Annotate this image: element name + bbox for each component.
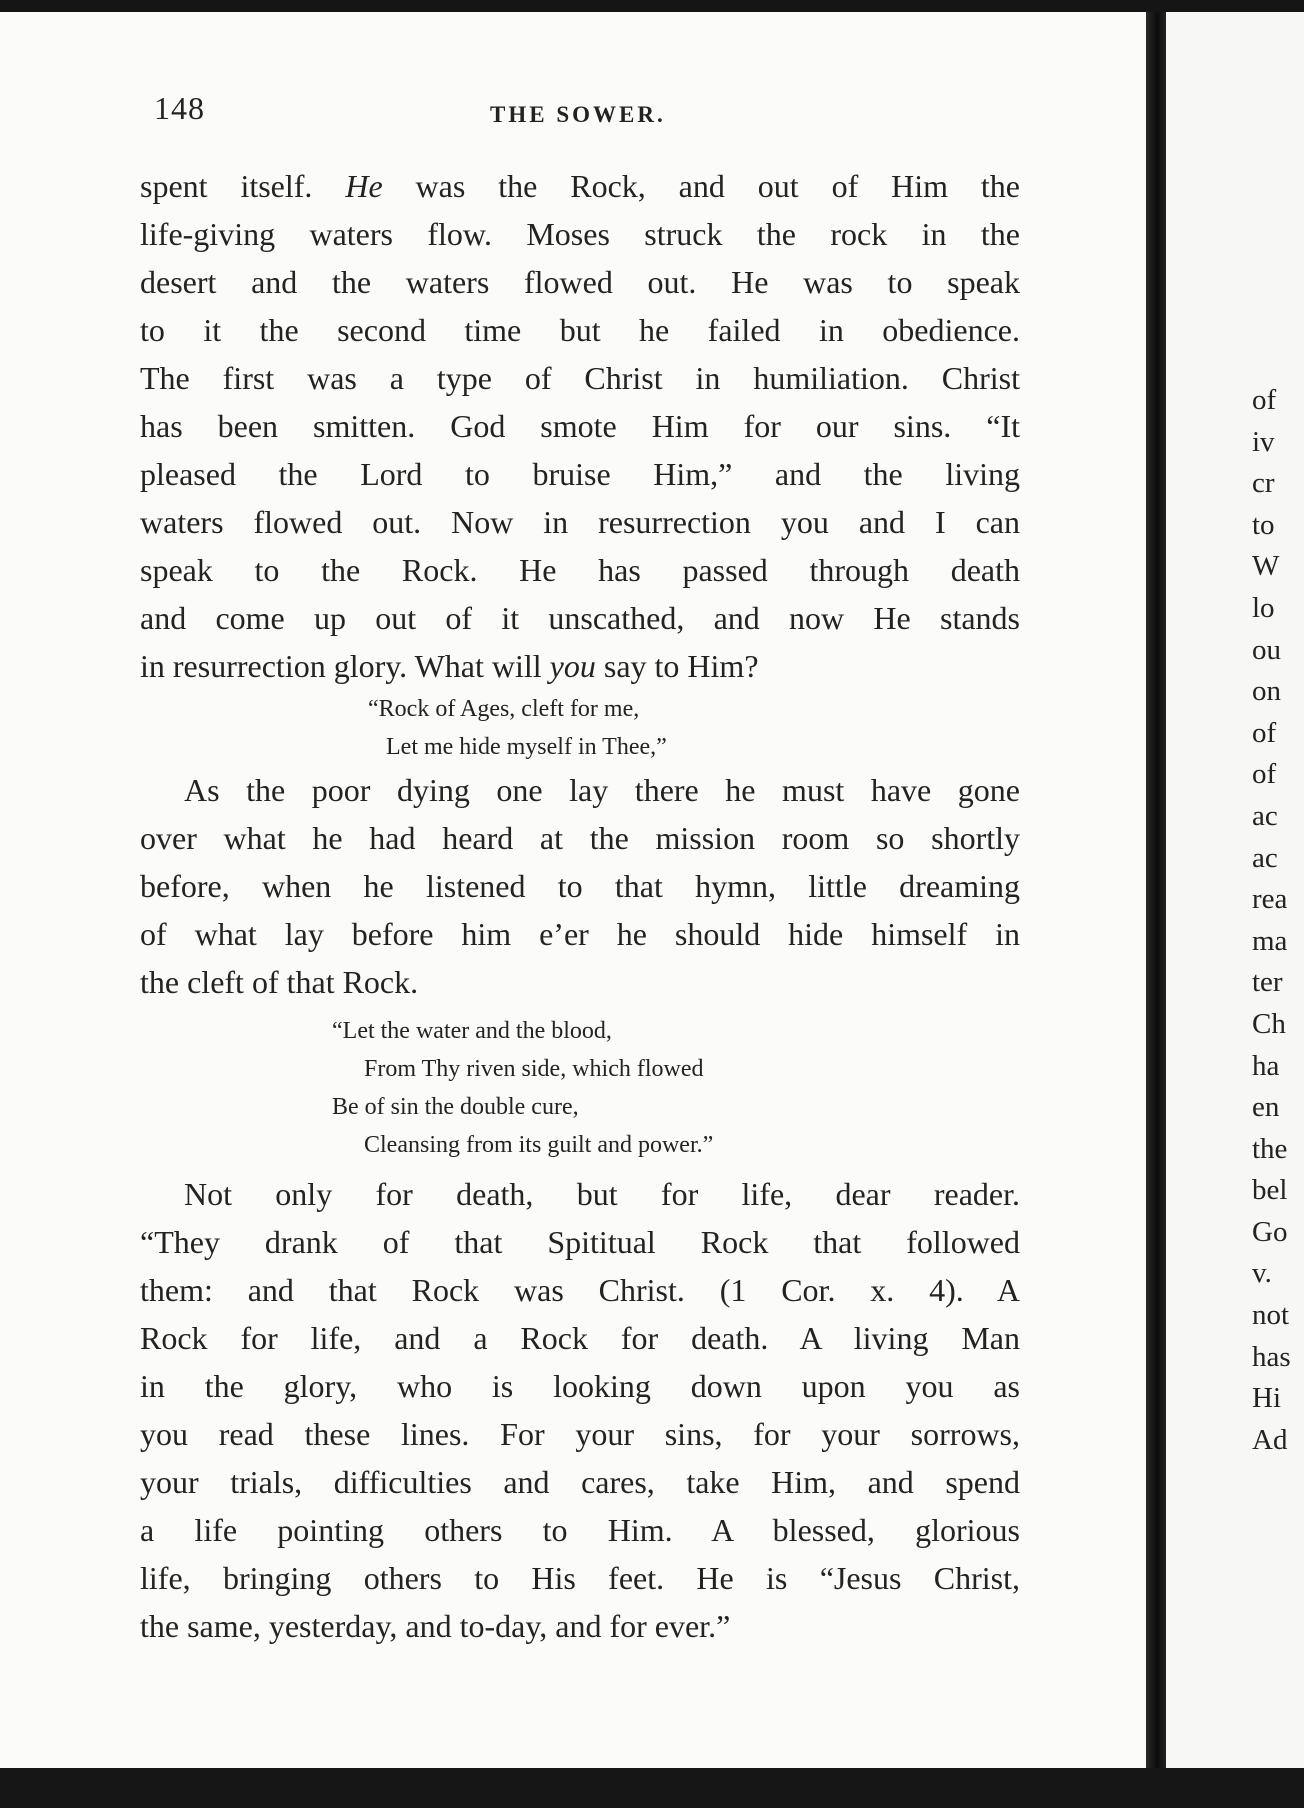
fragment-line: iv	[1252, 425, 1275, 458]
fragment-line: ou	[1252, 633, 1281, 666]
verse-line: From Thy riven side, which flowed	[364, 1056, 704, 1082]
fragment-line: ac	[1252, 799, 1278, 832]
text-line: life-giving waters flow. Moses struck the rock in the	[140, 216, 1020, 252]
hymn-quote-2	[140, 1012, 1020, 1164]
fragment-line: on	[1252, 675, 1281, 708]
fragment-line: bel	[1252, 1174, 1288, 1207]
fragment-line: en	[1252, 1091, 1280, 1124]
scan-bottom-border	[0, 1768, 1304, 1808]
text-line: has been smitten. God smote Him for our sins. “It	[140, 408, 1020, 444]
text-line: pleased the Lord to bruise Him,” and the living	[140, 456, 1020, 492]
fragment-line: has	[1252, 1340, 1291, 1373]
text-line: your trials, difficulties and cares, take Him, and spend	[140, 1464, 1020, 1500]
fragment-line: Hi	[1252, 1382, 1281, 1415]
fragment-line: cr	[1252, 467, 1275, 500]
fragment-line: not	[1252, 1299, 1290, 1332]
text-line: of what lay before him e’er he should hide himself in	[140, 916, 1020, 952]
verse-line: “Let the water and the blood,	[332, 1018, 612, 1044]
text-line: speak to the Rock. He has passed through death	[140, 552, 1020, 588]
hymn-quote-1	[140, 690, 1020, 766]
fragment-line: of	[1252, 384, 1277, 416]
verse-line: Cleansing from its guilt and power.”	[364, 1132, 714, 1158]
fragment-line: rea	[1252, 883, 1288, 916]
left-page	[0, 12, 1146, 1772]
text-line: desert and the waters flowed out. He was to speak	[140, 264, 1020, 300]
fragment-line: to	[1252, 508, 1275, 541]
running-title: THE SOWER.	[490, 102, 666, 127]
text-line: The first was a type of Christ in humiliation. Christ	[140, 360, 1020, 396]
text-line: in the glory, who is looking down upon you as	[140, 1368, 1020, 1404]
fragment-line: v.	[1252, 1257, 1272, 1290]
verse-line: “Rock of Ages, cleft for me,	[368, 696, 640, 722]
text-line: you read these lines. For your sins, for your sorrows,	[140, 1416, 1020, 1452]
text-line: “They drank of that Spititual Rock that followed	[140, 1224, 1020, 1260]
fragment-line: Ad	[1252, 1423, 1288, 1456]
fragment-line: Go	[1252, 1215, 1288, 1248]
fragment-line: W	[1252, 550, 1280, 583]
text-line: over what he had heard at the mission room so shortly	[140, 820, 1020, 856]
text-line: and come up out of it unscathed, and now He stands	[140, 600, 1020, 636]
fragment-line: ac	[1252, 841, 1278, 874]
text-line: spent itself. He was the Rock, and out of Him the	[140, 168, 1021, 204]
fragment-line: ter	[1252, 966, 1283, 999]
fragment-line: ma	[1252, 924, 1288, 957]
text-line: life, bringing others to His feet. He is “Jesus Christ,	[140, 1560, 1020, 1596]
fragment-line: lo	[1252, 591, 1275, 624]
text-line: waters flowed out. Now in resurrection you and I can	[140, 504, 1020, 540]
page-number: 148	[154, 90, 205, 126]
verse-line: Be of sin the double cure,	[332, 1094, 579, 1120]
text-line: them: and that Rock was Christ. (1 Cor. x. 4). A	[140, 1272, 1020, 1308]
text-line: As the poor dying one lay there he must have gone	[184, 772, 1020, 808]
text-line: in resurrection glory. What will you say to Him?	[140, 648, 759, 684]
fragment-line: Ch	[1252, 1007, 1286, 1040]
book-spine-gutter	[1146, 12, 1166, 1787]
text-line: before, when he listened to that hymn, little dreaming	[140, 868, 1020, 904]
running-head	[154, 90, 1024, 140]
text-line: the cleft of that Rock.	[140, 964, 419, 1000]
text-line: Not only for death, but for life, dear reader.	[184, 1176, 1020, 1212]
text-line: the same, yesterday, and to-day, and for ever.”	[140, 1608, 731, 1644]
facing-page-fragments	[1252, 380, 1304, 1461]
fragment-line: the	[1252, 1132, 1288, 1165]
text-line: Rock for life, and a Rock for death. A living Man	[140, 1320, 1020, 1356]
body-text	[140, 162, 1020, 1650]
fragment-line: of	[1252, 716, 1277, 749]
fragment-line: ha	[1252, 1049, 1280, 1082]
verse-line: Let me hide myself in Thee,”	[386, 734, 667, 760]
paragraph-3	[140, 1170, 1020, 1650]
paragraph-1	[140, 162, 1020, 690]
text-line: to it the second time but he failed in obedience.	[140, 312, 1020, 348]
fragment-line: of	[1252, 758, 1277, 791]
paragraph-2	[140, 766, 1020, 1006]
text-line: a life pointing others to Him. A blessed, glorious	[140, 1512, 1020, 1548]
